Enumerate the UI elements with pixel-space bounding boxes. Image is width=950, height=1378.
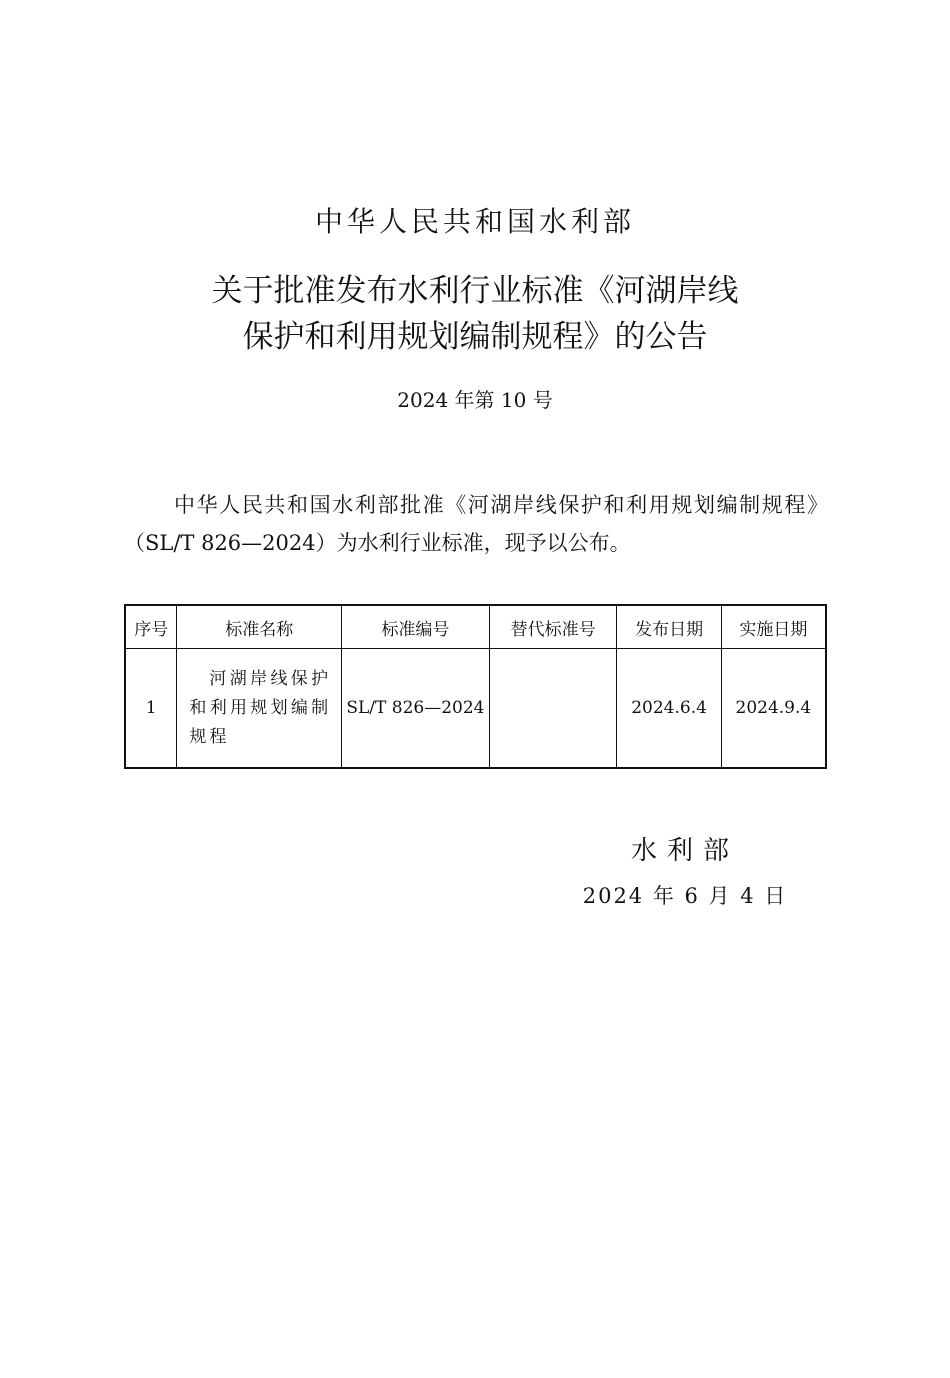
cell-implement-date: 2024.9.4	[721, 649, 826, 769]
title-line-2: 保护和利用规划编制规程》的公告	[242, 319, 708, 355]
title-line-1: 关于批准发布水利行业标准《河湖岸线	[211, 273, 739, 309]
table-header-row	[125, 605, 826, 649]
document-number: 2024 年第 10 号	[397, 388, 553, 412]
cell-seq: 1	[125, 649, 177, 769]
cell-replaced	[489, 649, 617, 769]
header-name: 标准名称	[177, 605, 342, 649]
standards-table	[124, 604, 827, 769]
cell-name: 河湖岸线保护和利用规划编制规程	[177, 649, 342, 769]
header-publish-date: 发布日期	[617, 605, 721, 649]
cell-code: SL/T 826—2024	[342, 649, 490, 769]
header-implement-date: 实施日期	[721, 605, 826, 649]
announcement-body: 中华人民共和国水利部批准《河湖岸线保护和利用规划编制规程》（SL/T 826—2024）为水利行业标准，现予以公布。	[124, 493, 828, 555]
cell-publish-date: 2024.6.4	[617, 649, 721, 769]
signature-date: 2024 年 6 月 4 日	[582, 884, 788, 908]
announcement-title	[0, 268, 950, 360]
signature: 水利部	[630, 836, 739, 866]
issuer-name: 中华人民共和国水利部	[314, 205, 635, 238]
header-code: 标准编号	[342, 605, 490, 649]
header-replaced: 替代标准号	[489, 605, 617, 649]
header-seq: 序号	[125, 605, 177, 649]
table-row	[125, 649, 826, 769]
